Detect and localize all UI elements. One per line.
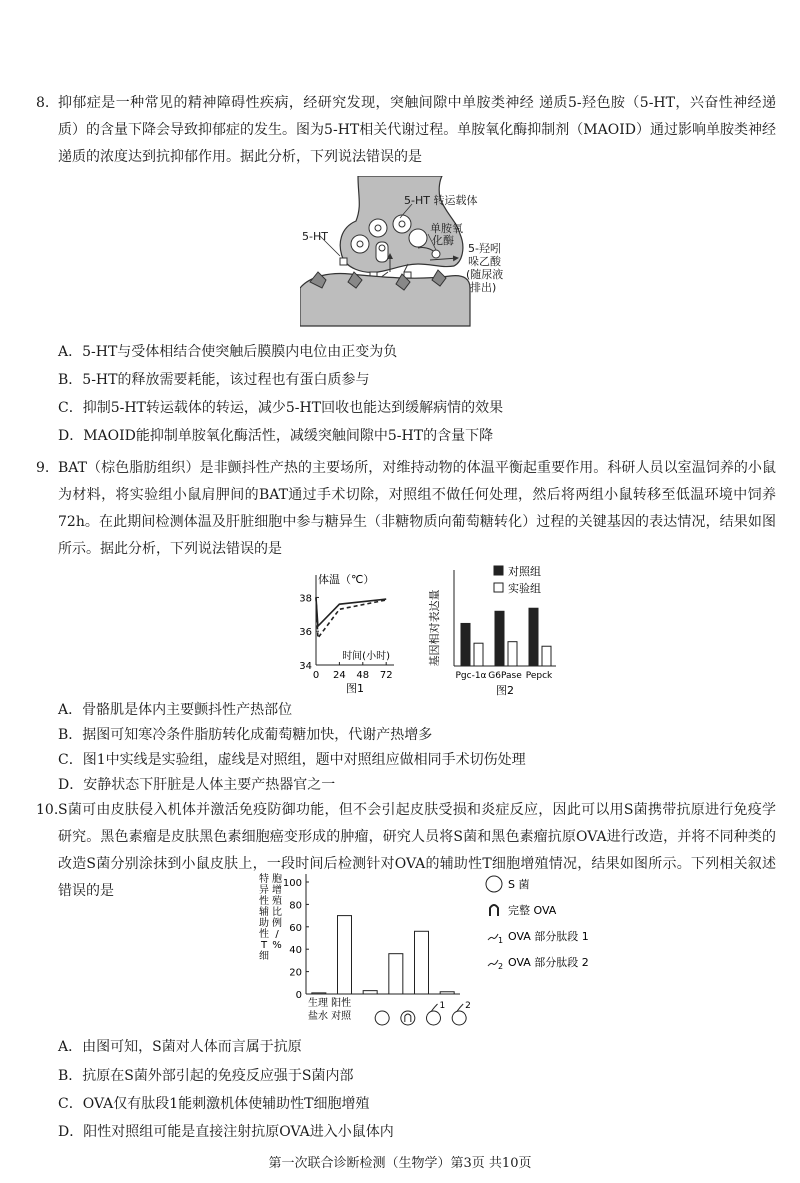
label-acid-line4: 排出) [470,281,497,294]
legend-mark-ova [490,905,498,916]
figure-title: 图2 [496,684,514,697]
legend-label: 完整 OVA [508,904,557,917]
x-mark-number: 1 [439,1001,446,1011]
y-tick-label: 100 [282,878,302,889]
x-tick-label: Pgc-1α [455,671,487,681]
legend-label: S 菌 [508,878,530,891]
y-axis-label-char: 例 [272,918,282,929]
q8-option-b: B．5-HT的释放需要耗能，该过程也有蛋白质参与 [58,372,370,388]
question-number: 10. [36,802,59,818]
bar-完整OVA [389,954,403,994]
question-number: 8. [36,95,50,111]
x-mark-circle [375,1011,389,1025]
y-tick-label: 20 [289,967,302,979]
y-axis-label-char: 性 [259,896,269,907]
q10-option-c: C．OVA仅有肽段1能刺激机体使辅助性T细胞增殖 [58,1096,370,1112]
y-tick-label: 40 [289,945,302,957]
q9-option-d: D．安静状态下肝脏是人体主要产热器官之一 [58,777,336,793]
y-axis-label-char: 细 [259,951,269,962]
y-axis-label-char: 增 [272,885,282,896]
bar-实验组 [474,643,483,666]
figure-2 [426,560,576,700]
legend-swatch [494,583,503,592]
q8-option-c: C．抑制5-HT转运载体的转运，减少5-HT回收也能达到缓解病情的效果 [58,400,504,416]
figure-title: 图1 [346,682,364,695]
x-tick-label: 24 [333,670,346,681]
y-axis-label-char: 比 [272,907,282,918]
q8-option-d: D．MAOID能抑制单胺氧化酶活性，减缓突触间隙中5-HT的含量下降 [58,428,494,444]
bar-对照组 [461,623,470,666]
x-label-line2: 盐水 对照 [308,1011,352,1022]
y-axis-label-char: 殖 [272,896,282,907]
y-axis-label-char: 助 [259,918,269,929]
bar-S菌 [363,991,377,994]
question-text: BAT（棕色脂肪组织）是非颤抖性产热的主要场所，对维持动物的体温平衡起重要作用。科研人员以室温饲养的小鼠为材料，将实验组小鼠肩胛间的BAT通过手术切除，对照组不做任何处理，然后将两组小鼠转移至低温环境中饲养72h。在此期间检测体温及肝脏细胞中参与糖异生（非糖物质向葡萄糖转化）过程的关键基因的表达情况，结果如图所示。据此分析，下列说法错误的是 [58,460,776,557]
y-axis-label: 基因相对表达量 [428,589,441,667]
label-enzyme-line1: 单胺氧 [430,222,463,235]
bar-实验组 [508,642,517,666]
figure-2-chart [426,560,576,700]
question-9 [36,455,776,563]
legend-swatch [494,566,503,575]
y-axis-label-char: 胞 [272,874,282,885]
bar-实验组 [542,646,551,666]
legend-label: 对照组 [508,565,541,578]
legend-mark-fragment [488,960,498,966]
label-acid-line2: 哚乙酸 [468,255,501,268]
x-tick-label: Pepck [525,671,553,681]
x-mark-fragment [432,1004,438,1011]
q8-option-a: A．5-HT与受体相结合使突触后膜膜内电位由正变为负 [58,344,398,360]
label-acid-line3: (随尿液 [466,268,504,281]
q9-option-c: C．图1中实线是实验组，虚线是对照组，题中对照组应做相同手术切伤处理 [58,752,526,768]
bar-OVA部分肽段1 [415,931,429,994]
x-mark-fragment [457,1004,463,1011]
legend-mark-circle [486,876,502,892]
q9-option-b: B．据图可知寒冷条件脂肪转化成葡萄糖加快，代谢产热增多 [58,727,433,743]
label-acid-line1: 5-羟吲 [468,242,501,255]
figure-3-chart [256,866,626,1036]
label-enzyme-line2: 化酶 [432,234,454,247]
q10-option-a: A．由图可知，S菌对人体而言属于抗原 [58,1039,302,1055]
page-footer: 第一次联合诊断检测（生物学）第3页 共10页 [268,1156,532,1171]
q9-option-a: A．骨骼肌是体内主要颤抖性产热部位 [58,702,293,718]
y-tick-label: 60 [289,922,302,934]
label-5ht: 5-HT [302,230,328,243]
question-number: 9. [36,460,50,476]
legend-mark-fragment [488,934,498,940]
y-axis-label-char: % [272,940,282,951]
bar-OVA部分肽段2 [440,992,454,994]
y-axis-label: 体温（℃） [318,573,375,586]
y-tick-label: 80 [289,900,302,912]
x-mark-circle [401,1011,415,1025]
x-mark-circle [427,1011,441,1025]
x-tick-label: G6Pase [488,671,522,681]
bar-对照组 [495,611,504,666]
figure-3 [256,866,626,1036]
legend-label: 实验组 [508,582,541,595]
question-8 [36,90,776,171]
x-tick-label: 72 [379,670,393,681]
x-axis-label: 时间(小时) [342,651,390,662]
bar-对照组 [529,608,538,666]
bar-生理盐水 [312,993,326,994]
q10-option-b: B．抗原在S菌外部引起的免疫反应强于S菌内部 [58,1068,354,1084]
y-tick-label: 36 [299,627,312,639]
legend-mark-number: 2 [498,962,504,971]
synapse-figure [300,176,520,328]
figure-1-chart [290,565,400,697]
y-axis-label-char: 性 [259,929,269,940]
x-tick-label: 0 [312,670,320,681]
y-tick-label: 34 [299,661,312,672]
y-axis-label-char: 辅 [259,907,269,918]
x-tick-label: 48 [356,670,370,681]
y-tick-label: 38 [299,593,312,605]
question-text: S菌可由皮肤侵入机体并激活免疫防御功能，但不会引起皮肤受损和炎症反应，因此可以用S菌携带抗原进行免疫学研究。黑色素瘤是皮肤黑色素细胞癌变形成的肿瘤，研究人员将S菌和黑色素瘤抗原OVA进行改造，并将不同种类的改造S菌分别涂抹到小鼠皮肤上，一段时间后检测针对OVA的辅助性T细胞增殖情况，结果如图所示。下列相关叙述错误的是 [58,802,776,899]
legend-mark-number: 1 [498,936,504,945]
question-text: 抑郁症是一种常见的精神障碍性疾病，经研究发现，突触间隙中单胺类神经 递质5-羟色胺（5-HT，兴奋性神经递质）的含量下降会导致抑郁症的发生。图为5-HT相关代谢过程。单胺氧化酶抑制剂（MAOID）通过影响单胺类神经递质的浓度达到抗抑郁作用。据此分析，下列说法错误的是 [58,95,776,165]
legend-label: OVA 部分肽段 2 [508,956,589,969]
y-axis-label-char: T [260,940,268,951]
y-axis-label-char: 特 [259,874,269,885]
x-mark-circle [452,1011,466,1025]
y-tick-label: 0 [295,990,302,1001]
y-axis-label-char: 异 [259,885,269,896]
legend-label: OVA 部分肽段 1 [508,930,589,943]
figure-1 [290,565,400,697]
y-axis-label-char: / [275,929,279,940]
label-5ht-transporter: 5-HT 转运载体 [404,194,478,207]
q10-option-d: D．阳性对照组可能是直接注射抗原OVA进入小鼠体内 [58,1124,394,1140]
bar-阳性对照 [338,916,352,994]
x-mark-number: 2 [465,1001,471,1011]
x-label-line1: 生理 阳性 [308,998,352,1009]
